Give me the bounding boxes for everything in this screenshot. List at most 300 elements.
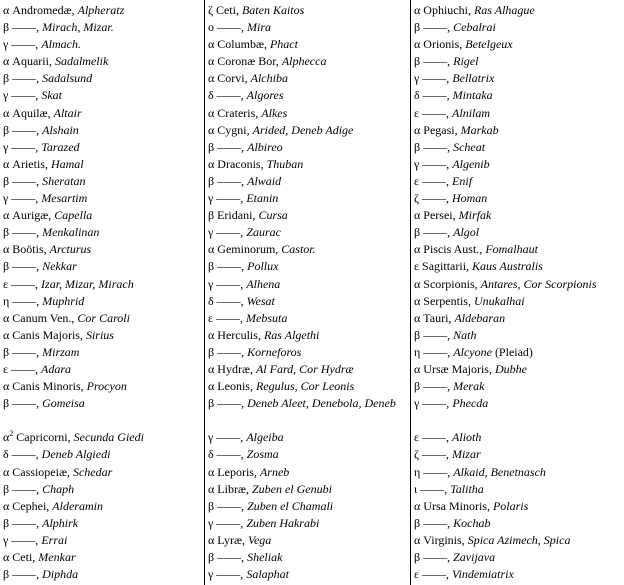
table-row xyxy=(414,481,624,498)
star-designation: ζ ——, xyxy=(414,191,452,206)
star-proper-names: Sheratan xyxy=(42,173,86,188)
star-proper-names: Korneforos xyxy=(247,344,302,359)
star-proper-names: Alderamin xyxy=(52,498,103,513)
star-designation: β ——, xyxy=(208,139,248,154)
star-designation: ε ——, xyxy=(3,361,42,376)
table-row xyxy=(414,36,624,53)
table-row xyxy=(414,566,624,583)
table-row xyxy=(3,87,204,104)
star-proper-names: Ras Algethi xyxy=(263,327,320,342)
star-proper-names: Merak xyxy=(453,379,485,394)
star-designation: α Ursæ Majoris, xyxy=(414,361,495,376)
star-proper-names: Talitha xyxy=(450,481,484,496)
table-row xyxy=(3,156,204,173)
table-row xyxy=(414,139,624,156)
star-proper-names: Regulus, Cor Leonis xyxy=(255,379,355,394)
table-row xyxy=(414,2,624,19)
star-proper-names: Procyon xyxy=(86,379,127,394)
star-proper-names: Adara xyxy=(41,361,72,376)
table-row xyxy=(414,498,624,515)
star-designation: ζ Ceti, xyxy=(208,3,242,17)
star-proper-names: Vindemiatrix xyxy=(452,567,514,582)
star-designation: γ ——, xyxy=(208,191,247,206)
star-proper-names: Betelgeux xyxy=(465,37,513,52)
star-proper-names: Phecda xyxy=(452,396,489,411)
star-proper-names: Mintaka xyxy=(452,88,493,103)
star-proper-names: Mirzam xyxy=(42,344,80,359)
star-designation: α Herculis, xyxy=(208,327,264,342)
table-row xyxy=(414,87,624,104)
star-note: (Pleiad) xyxy=(491,344,533,359)
star-proper-names: Al Fard, Cor Hydræ xyxy=(255,361,354,376)
table-row xyxy=(414,258,624,275)
table-row xyxy=(3,361,204,378)
star-designation: α Draconis, xyxy=(208,156,267,171)
superscript: 2 xyxy=(9,429,14,439)
table-row xyxy=(3,327,204,344)
table-row xyxy=(414,515,624,532)
star-designation: ε ——, xyxy=(414,430,453,445)
star-proper-names: Alphecca xyxy=(281,54,327,69)
star-proper-names: Schedar xyxy=(72,464,113,479)
star-designation: γ ——, xyxy=(3,88,42,103)
star-proper-names: Nath xyxy=(453,327,477,342)
table-column-1 xyxy=(0,0,205,585)
table-row xyxy=(3,344,204,361)
table-row xyxy=(3,293,204,310)
star-designation: α Virginis, xyxy=(414,532,468,547)
table-row xyxy=(3,515,204,532)
star-designation: β ——, xyxy=(3,481,43,496)
table-row xyxy=(208,190,410,207)
star-proper-names: Zosma xyxy=(246,447,279,462)
table-row xyxy=(3,395,204,412)
star-designation: α Corvi, xyxy=(208,71,251,86)
star-designation: α Aquilæ, xyxy=(3,105,54,120)
table-row xyxy=(208,19,410,36)
table-row xyxy=(3,207,204,224)
table-row xyxy=(208,224,410,241)
table-row xyxy=(414,19,624,36)
star-proper-names: Algores xyxy=(246,88,284,103)
star-proper-names: Markab xyxy=(460,122,499,137)
table-row xyxy=(208,532,410,549)
table-row xyxy=(208,122,410,139)
star-proper-names: Alioth xyxy=(452,430,482,445)
table-row xyxy=(414,395,624,429)
star-designation: β ——, xyxy=(414,225,454,240)
star-designation: α Canis Majoris, xyxy=(3,327,86,342)
star-designation: α Andromedæ, xyxy=(3,3,78,17)
star-designation: γ ——, xyxy=(3,37,42,52)
star-proper-names: Vega xyxy=(247,532,272,547)
star-proper-names: Cebalrai xyxy=(453,20,496,35)
table-row xyxy=(414,464,624,481)
star-designation: β ——, xyxy=(208,173,248,188)
table-row xyxy=(3,532,204,549)
star-proper-names: Kochab xyxy=(453,515,491,530)
star-designation: α Aurigæ, xyxy=(3,208,55,223)
table-row xyxy=(208,36,410,53)
star-designation: α Arietis, xyxy=(3,156,51,171)
table-row xyxy=(414,344,624,361)
star-designation: β ——, xyxy=(3,259,43,274)
star-proper-names: Unukalhai xyxy=(473,293,525,308)
star-proper-names: Deneb Aleet, Denebola, Deneb xyxy=(247,396,396,411)
star-designation: η ——, xyxy=(3,293,43,308)
star-proper-names: Muphrid xyxy=(42,293,85,308)
table-row xyxy=(3,53,204,70)
star-proper-names: Wesat xyxy=(246,293,275,308)
star-proper-names: Izar, Mizar, Mirach xyxy=(41,276,134,291)
star-designation: α Cygni, xyxy=(208,122,253,137)
star-proper-names: Algol xyxy=(453,225,480,240)
table-row xyxy=(208,549,410,566)
table-row xyxy=(208,481,410,498)
star-designation: α Geminorum, xyxy=(208,242,282,257)
star-proper-names: Etanin xyxy=(246,191,279,206)
star-proper-names: Alkes xyxy=(261,105,288,120)
star-designation: β ——, xyxy=(208,550,248,564)
star-designation: γ ——, xyxy=(208,225,247,240)
table-row xyxy=(208,53,410,70)
table-row xyxy=(208,173,410,190)
star-proper-names: Alchiba xyxy=(250,71,288,86)
star-designation: β ——, xyxy=(3,173,43,188)
table-row xyxy=(208,105,410,122)
star-designation: α Orionis, xyxy=(414,37,466,52)
star-proper-names: Capella xyxy=(54,208,93,223)
star-proper-names: Alnilam xyxy=(452,105,491,120)
table-row xyxy=(3,276,204,293)
star-designation: α Columbæ, xyxy=(208,37,270,52)
star-proper-names: Homan xyxy=(451,191,488,206)
star-designation: α Canum Ven., xyxy=(3,310,78,325)
table-row xyxy=(208,241,410,258)
star-proper-names: Cor Caroli xyxy=(77,310,130,325)
star-designation: α Scorpionis, xyxy=(414,276,481,291)
star-designation: β ——, xyxy=(3,515,43,530)
table-column-2 xyxy=(205,0,411,585)
star-designation: ι ——, xyxy=(414,481,451,496)
table-row xyxy=(414,446,624,463)
star-proper-names: Alkaid, Benetnasch xyxy=(453,464,546,479)
table-row xyxy=(414,224,624,241)
star-proper-names: Fomalhaut xyxy=(485,242,538,257)
star-designation: β ——, xyxy=(3,225,43,240)
star-proper-names: Scheat xyxy=(453,139,486,154)
star-proper-names: Nekkar xyxy=(42,259,77,274)
table-row xyxy=(414,190,624,207)
star-designation: α Ophiuchi, xyxy=(414,3,474,17)
table-row xyxy=(208,344,410,361)
star-designation: β ——, xyxy=(3,122,43,137)
table-row xyxy=(414,549,624,566)
star-proper-names: Dubhe xyxy=(494,361,527,376)
star-proper-names: Phact xyxy=(269,37,298,52)
star-proper-names: Arcturus xyxy=(49,242,92,257)
star-designation: α Piscis Aust., xyxy=(414,242,486,257)
star-proper-names: Sadalsund xyxy=(42,71,93,86)
star-designation: η ——, xyxy=(414,344,454,359)
star-proper-names: Mebsuta xyxy=(246,310,288,325)
table-row xyxy=(414,293,624,310)
table-row xyxy=(208,515,410,532)
star-proper-names: Zaurac xyxy=(246,225,281,240)
star-proper-names: Ras Alhague xyxy=(473,3,535,17)
star-designation: δ ——, xyxy=(414,88,453,103)
star-designation: α Crateris, xyxy=(208,105,262,120)
star-proper-names: Sheliak xyxy=(247,550,283,564)
star-designation: γ ——, xyxy=(208,515,247,530)
star-designation: γ ——, xyxy=(208,430,247,445)
table-row xyxy=(414,53,624,70)
star-proper-names: Arneb xyxy=(259,464,290,479)
table-row xyxy=(3,429,204,446)
star-proper-names: Sadalmelik xyxy=(54,54,109,69)
star-designation: α Lyræ, xyxy=(208,532,248,547)
star-designation: γ ——, xyxy=(414,71,453,86)
table-row xyxy=(3,190,204,207)
table-row xyxy=(3,481,204,498)
star-proper-names: Mesartim xyxy=(41,191,88,206)
star-proper-names: Baten Kaitos xyxy=(241,3,305,17)
star-proper-names: Hamal xyxy=(50,156,84,171)
table-row xyxy=(3,224,204,241)
star-designation: α Serpentis, xyxy=(414,293,474,308)
star-proper-names: Kaus Australis xyxy=(472,259,543,274)
table-row xyxy=(3,310,204,327)
table-row xyxy=(3,122,204,139)
star-designation: ε Sagittarii, xyxy=(414,259,473,274)
star-proper-names: Algenib xyxy=(452,156,490,171)
star-proper-names: Pollux xyxy=(247,259,279,274)
star-proper-names: Aldebaran xyxy=(454,310,506,325)
star-designation: β ——, xyxy=(414,54,454,69)
table-row xyxy=(208,361,410,378)
table-row xyxy=(208,395,410,429)
star-designation: β ——, xyxy=(414,20,454,35)
table-row xyxy=(3,549,204,566)
table-row xyxy=(3,241,204,258)
star-proper-names: Altair xyxy=(53,105,82,120)
star-designation: β ——, xyxy=(3,344,43,359)
star-designation: γ ——, xyxy=(3,191,42,206)
star-proper-names: Tarazed xyxy=(41,139,80,154)
table-row xyxy=(414,105,624,122)
star-designation: β ——, xyxy=(414,327,454,342)
star-proper-names: Alcyone xyxy=(453,344,492,359)
table-row xyxy=(208,293,410,310)
star-designation: α Persei, xyxy=(414,208,459,223)
table-column-3 xyxy=(411,0,624,585)
star-designation: α Boötis, xyxy=(3,242,50,257)
star-proper-names: Zuben Hakrabi xyxy=(246,515,320,530)
star-proper-names: Arided, Deneb Adige xyxy=(252,122,354,137)
table-row xyxy=(3,19,204,36)
table-row xyxy=(208,276,410,293)
table-row xyxy=(208,70,410,87)
table-row xyxy=(3,446,204,463)
star-proper-names: Salaphat xyxy=(246,567,289,582)
table-row xyxy=(208,464,410,481)
table-row xyxy=(3,258,204,275)
star-designation: α Libræ, xyxy=(208,481,252,496)
star-proper-names: Mizar xyxy=(451,447,481,462)
table-row xyxy=(208,2,410,19)
star-proper-names: Alphirk xyxy=(42,515,79,530)
table-row xyxy=(414,276,624,293)
star-proper-names: Rigel xyxy=(453,54,479,69)
table-row xyxy=(208,327,410,344)
star-designation: β ——, xyxy=(208,396,248,411)
table-row xyxy=(414,122,624,139)
star-designation: α Aquarii, xyxy=(3,54,55,69)
star-designation: α Ursa Minoris, xyxy=(414,498,493,513)
star-proper-names: Errai xyxy=(41,532,68,547)
star-designation: β ——, xyxy=(414,379,454,394)
table-row xyxy=(208,498,410,515)
star-designation: β ——, xyxy=(414,515,454,530)
star-proper-names: Alwaid xyxy=(247,173,282,188)
table-row xyxy=(414,207,624,224)
table-row xyxy=(208,310,410,327)
star-proper-names: Albireo xyxy=(247,139,283,154)
table-row xyxy=(414,361,624,378)
star-designation: γ ——, xyxy=(3,532,42,547)
star-proper-names: Bellatrix xyxy=(452,71,495,86)
star-designation: γ ——, xyxy=(3,139,42,154)
table-row xyxy=(3,70,204,87)
table-row xyxy=(3,105,204,122)
star-designation: ε ——, xyxy=(414,173,453,188)
star-designation: α Tauri, xyxy=(414,310,455,325)
star-proper-names: Sirius xyxy=(85,327,114,342)
star-proper-names: Thuban xyxy=(266,156,304,171)
star-proper-names: Mirach, Mizar. xyxy=(42,20,114,35)
star-designation: α Ceti, xyxy=(3,550,39,564)
table-row xyxy=(3,139,204,156)
star-designation: ε ——, xyxy=(208,310,247,325)
star-proper-names: Mira xyxy=(247,20,271,35)
star-designation: α Pegasi, xyxy=(414,122,461,137)
star-designation: β ——, xyxy=(3,396,43,411)
star-designation: δ ——, xyxy=(3,447,42,462)
table-row xyxy=(414,241,624,258)
star-designation: δ ——, xyxy=(208,88,247,103)
table-row xyxy=(3,2,204,19)
table-row xyxy=(208,87,410,104)
star-designation: δ ——, xyxy=(208,447,247,462)
star-proper-names: Menkalinan xyxy=(42,225,100,240)
star-designation: γ ——, xyxy=(208,276,247,291)
star-designation: η ——, xyxy=(414,464,454,479)
table-row xyxy=(414,173,624,190)
star-designation: α Cassiopeiæ, xyxy=(3,464,73,479)
star-proper-names: Menkar xyxy=(38,550,76,564)
star-designation: δ ——, xyxy=(208,293,247,308)
star-proper-names: Zavijava xyxy=(453,550,496,564)
table-row xyxy=(208,429,410,446)
star-designation: β ——, xyxy=(3,71,43,86)
table-row xyxy=(414,429,624,446)
star-proper-names: Diphda xyxy=(42,567,79,582)
table-row xyxy=(208,139,410,156)
table-row xyxy=(414,532,624,549)
star-proper-names: Zuben el Genubi xyxy=(251,481,332,496)
star-proper-names: Polaris xyxy=(492,498,529,513)
table-row xyxy=(3,378,204,395)
star-designation: ε ——, xyxy=(414,567,453,582)
star-proper-names: Skat xyxy=(41,88,62,103)
star-proper-names: Zuben el Chamali xyxy=(247,498,334,513)
star-designation: β ——, xyxy=(208,498,248,513)
table-row xyxy=(3,173,204,190)
star-designation: β ——, xyxy=(3,20,43,35)
star-designation: β Eridani, xyxy=(208,208,259,223)
constellation-name: Capricorni, xyxy=(13,430,74,445)
table-row xyxy=(414,378,624,395)
star-proper-names: Mirfak xyxy=(458,208,492,223)
star-designation: ο ——, xyxy=(208,20,247,35)
table-row xyxy=(3,36,204,53)
star-designation: α Leonis, xyxy=(208,379,256,394)
star-proper-names: Antares, Cor Scorpionis xyxy=(480,276,597,291)
star-designation: γ ——, xyxy=(414,156,453,171)
star-designation: β ——, xyxy=(3,567,43,582)
star-designation: γ ——, xyxy=(208,567,247,582)
star-proper-names: Cursa xyxy=(258,208,288,223)
star-proper-names: Chaph xyxy=(42,481,75,496)
table-row xyxy=(3,464,204,481)
star-proper-names: Secunda Giedi xyxy=(73,430,144,445)
table-row xyxy=(208,446,410,463)
star-proper-names: Alpheratz xyxy=(77,3,125,17)
star-designation: α Coronæ Bor, xyxy=(208,54,282,69)
table-row xyxy=(208,378,410,395)
table-row xyxy=(414,156,624,173)
star-designation: ε ——, xyxy=(414,105,453,120)
table-row xyxy=(3,566,204,583)
star-designation: γ ——, xyxy=(414,396,453,411)
star-designation: α Hydræ, xyxy=(208,361,256,376)
table-row xyxy=(414,310,624,327)
table-row xyxy=(208,258,410,275)
star-designation: α Cephei, xyxy=(3,498,53,513)
star-designation: β ——, xyxy=(208,344,248,359)
star-designation: β ——, xyxy=(208,259,248,274)
table-row xyxy=(414,327,624,344)
star-designation: β ——, xyxy=(414,139,454,154)
star-designation: α Canis Minoris, xyxy=(3,379,87,394)
star-proper-names: Gomeisa xyxy=(42,396,85,411)
star-proper-names: Enif xyxy=(452,173,473,188)
table-row xyxy=(208,566,410,583)
star-proper-names: Alhena xyxy=(246,276,281,291)
star-proper-names: Castor. xyxy=(281,242,316,257)
star-proper-names: Alshain xyxy=(42,122,79,137)
star-proper-names: Almach. xyxy=(41,37,81,52)
table-row xyxy=(3,498,204,515)
star-proper-names: Algeiba xyxy=(246,430,284,445)
table-row xyxy=(208,156,410,173)
table-row xyxy=(414,70,624,87)
table-row xyxy=(208,207,410,224)
star-proper-names: Spica Azimech, Spica xyxy=(467,532,571,547)
star-designation: ε ——, xyxy=(3,276,42,291)
star-designation: α xyxy=(3,430,10,445)
star-proper-names: Deneb Algiedi xyxy=(41,447,111,462)
